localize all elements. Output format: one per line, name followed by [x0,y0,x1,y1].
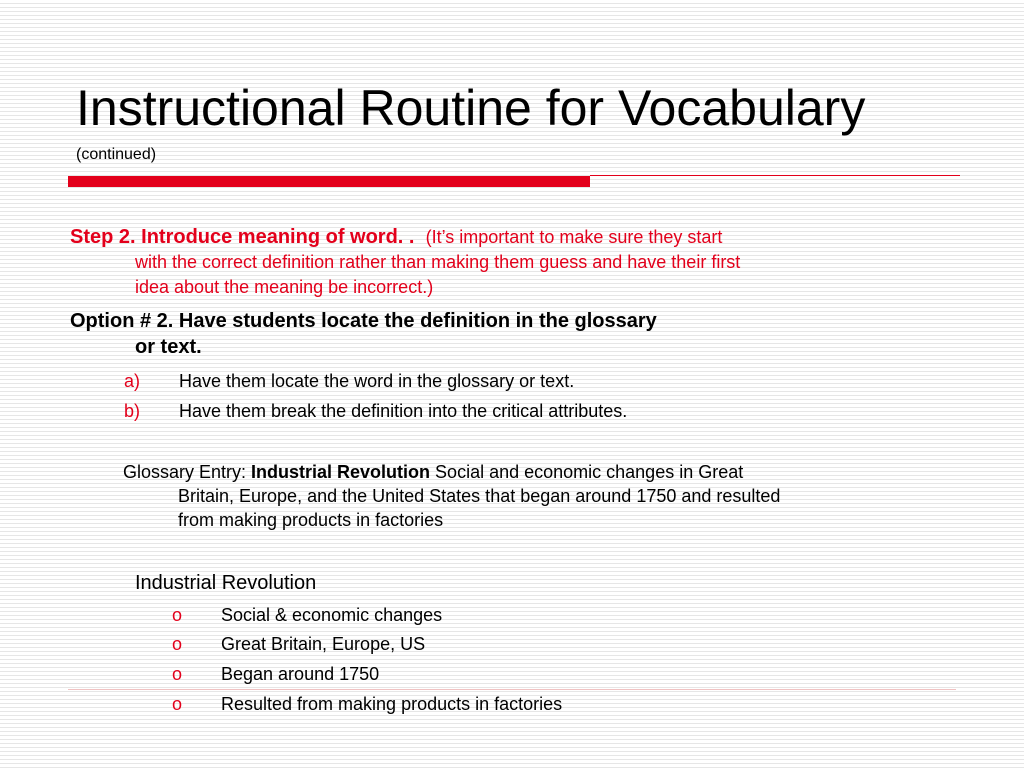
option-line2: or text. [135,336,202,358]
sub-item-marker: b) [124,401,141,421]
glossary-entry [123,460,780,532]
title-divider-line [590,175,960,176]
step-heading: Step 2. Introduce meaning of word. [70,226,409,248]
option-2-block [70,308,657,360]
footer-divider-line [68,689,956,690]
sub-item-text: Have them break the definition into the critical attributes. [179,401,628,421]
title-accent-bar [68,176,590,187]
bullet-marker: o [172,605,183,625]
attribute-text: Social & economic changes [221,605,443,625]
sub-item-marker: a) [124,371,141,391]
bullet-marker: o [172,664,183,684]
slide-subtitle: (continued) [76,146,157,163]
step-dot: . [408,226,415,248]
step-note-line2: with the correct definition rather than making them guess and have their first [135,252,741,272]
attribute-text: Resulted from making products in factories [221,694,563,714]
glossary-def-line3: from making products in factories [178,510,444,530]
bullet-marker: o [172,694,183,714]
attribute-text: Began around 1750 [221,664,380,684]
glossary-def-line1: Social and economic changes in Great [430,462,744,482]
bullet-marker: o [172,634,183,654]
step-2-block [70,224,740,300]
step-note-line3: idea about the meaning be incorrect.) [135,277,434,297]
attributes-heading: Industrial Revolution [135,572,317,594]
glossary-term: Industrial Revolution [251,462,431,482]
glossary-def-line2: Britain, Europe, and the United States that began around 1750 and resulted [178,486,781,506]
attribute-text: Great Britain, Europe, US [221,634,426,654]
option-line1: Option # 2. Have students locate the definition in the glossary [70,310,657,332]
slide-title: Instructional Routine for Vocabulary [76,80,866,136]
glossary-label: Glossary Entry: [123,462,252,482]
step-note-line1: (It’s important to make sure they start [425,227,723,247]
sub-item-text: Have them locate the word in the glossary or text. [179,371,575,391]
